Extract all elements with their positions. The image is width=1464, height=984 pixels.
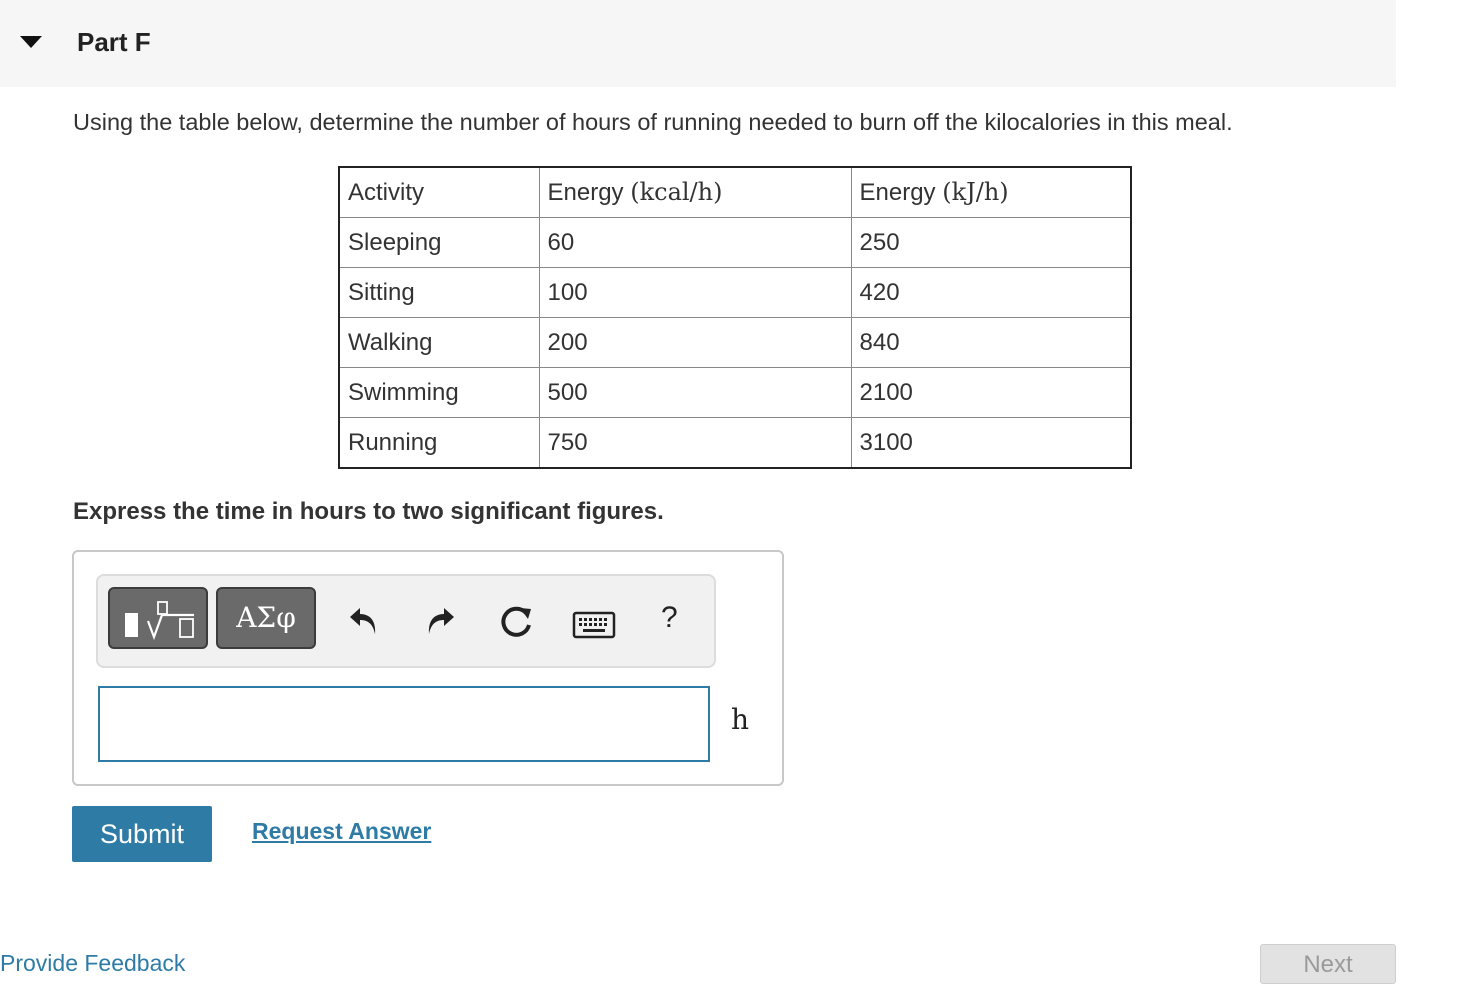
provide-feedback-link[interactable]: Provide Feedback bbox=[0, 950, 186, 976]
table-cell: 500 bbox=[539, 368, 851, 418]
table-cell: 60 bbox=[539, 218, 851, 268]
table-row bbox=[339, 268, 1131, 318]
answer-unit: h bbox=[731, 703, 750, 736]
part-header bbox=[0, 0, 1396, 87]
header-activity: Activity bbox=[339, 167, 539, 218]
reset-icon[interactable] bbox=[498, 603, 538, 643]
keyboard-icon[interactable] bbox=[572, 610, 616, 640]
help-button[interactable]: ? bbox=[661, 601, 678, 634]
instruction-text: Express the time in hours to two significant figures. bbox=[73, 498, 664, 525]
answer-input[interactable] bbox=[98, 686, 710, 762]
table-row bbox=[339, 218, 1131, 268]
table-cell: 200 bbox=[539, 318, 851, 368]
energy-table bbox=[338, 166, 1132, 469]
request-answer-link[interactable]: Request Answer bbox=[252, 818, 432, 844]
table-cell: 3100 bbox=[851, 418, 1131, 469]
templates-icon bbox=[110, 589, 206, 647]
table-cell: 420 bbox=[851, 268, 1131, 318]
redo-icon[interactable] bbox=[422, 602, 458, 638]
collapse-toggle-icon[interactable] bbox=[20, 36, 42, 48]
table-header-row bbox=[339, 167, 1131, 218]
submit-button[interactable]: Submit bbox=[72, 806, 212, 862]
table-row bbox=[339, 318, 1131, 368]
part-title: Part F bbox=[77, 27, 151, 57]
table-cell: Walking bbox=[339, 318, 539, 368]
table-cell: Sitting bbox=[339, 268, 539, 318]
question-text: Using the table below, determine the number of hours of running needed to burn off the kilocalories in this meal. bbox=[73, 109, 1233, 135]
table-cell: Sleeping bbox=[339, 218, 539, 268]
templates-button[interactable] bbox=[108, 587, 208, 649]
table-cell: Swimming bbox=[339, 368, 539, 418]
table-cell: Running bbox=[339, 418, 539, 469]
undo-icon[interactable] bbox=[346, 602, 382, 638]
header-energy-kj: Energy (kJ/h) bbox=[851, 167, 1131, 218]
table-row bbox=[339, 418, 1131, 469]
table-cell: 250 bbox=[851, 218, 1131, 268]
table-cell: 750 bbox=[539, 418, 851, 469]
table-cell: 100 bbox=[539, 268, 851, 318]
table-cell: 2100 bbox=[851, 368, 1131, 418]
table-row bbox=[339, 368, 1131, 418]
header-energy-kcal: Energy (kcal/h) bbox=[539, 167, 851, 218]
symbols-button[interactable]: ΑΣφ bbox=[216, 587, 316, 649]
next-button[interactable]: Next bbox=[1260, 944, 1396, 984]
table-cell: 840 bbox=[851, 318, 1131, 368]
